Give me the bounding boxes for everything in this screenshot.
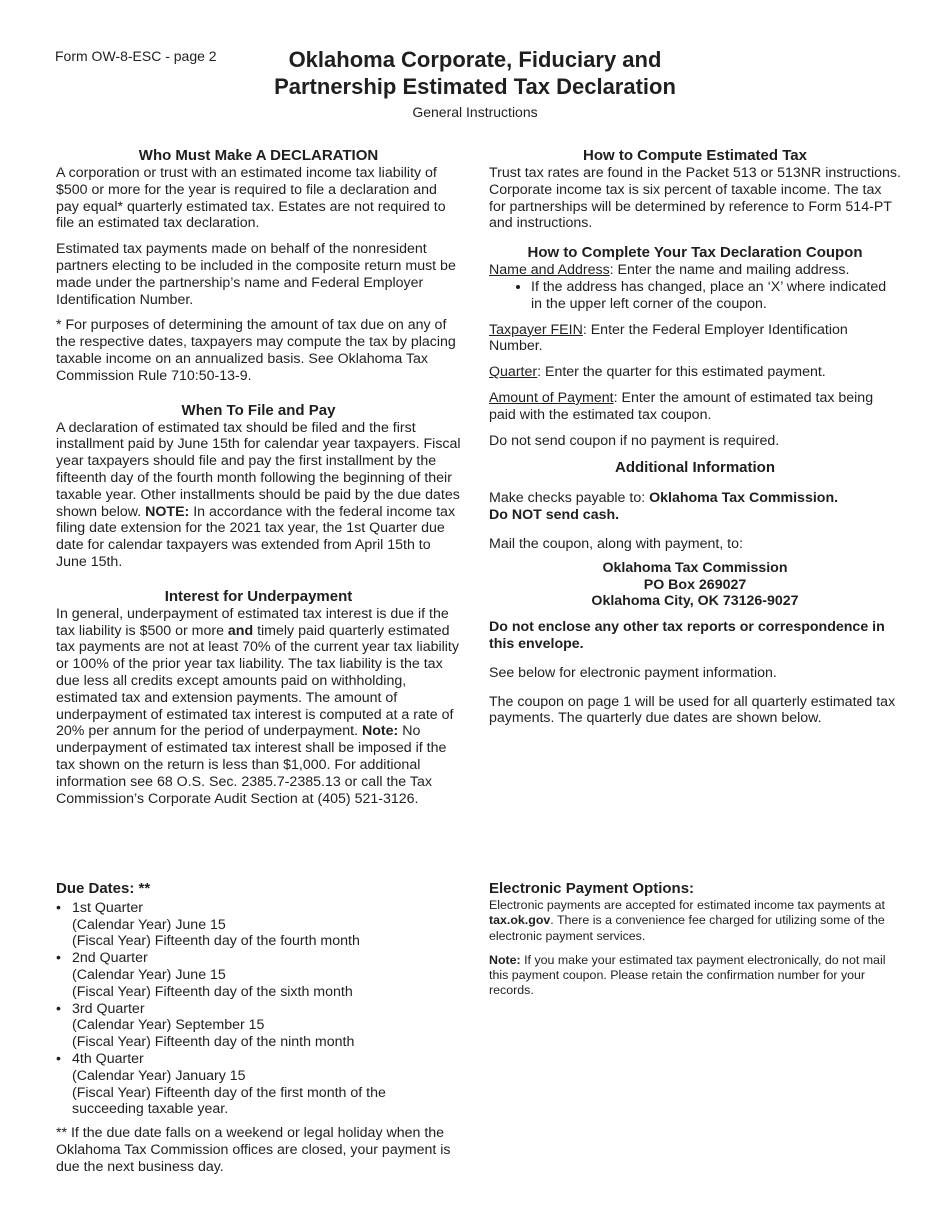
interest-heading: Interest for Underpayment bbox=[164, 587, 353, 605]
bullet-glyph: • bbox=[56, 950, 61, 967]
quarter-fiscal: (Fiscal Year) Fifteenth day of the ninth month bbox=[72, 1034, 355, 1051]
due-dates-list bbox=[56, 900, 461, 1118]
epay-note-text: If you make your estimated tax payment electronically, do not mail this payment coupon. Please retain the confirmation number for your records. bbox=[489, 952, 886, 998]
epay-heading: Electronic Payment Options: bbox=[489, 880, 695, 897]
who-must-paragraph-3: * For purposes of determining the amount of tax due on any of the respective dates, taxpayers may compute the tax by placing taxable income on an annualized basis. See Oklahoma Tax Commission Rule 710:50-13-9. bbox=[56, 317, 456, 384]
coupon-name-label: Name and Address bbox=[489, 262, 610, 279]
checks-text: Make checks payable to: bbox=[489, 490, 650, 507]
page-title bbox=[0, 46, 950, 100]
due-dates-footnote: ** If the due date falls on a weekend or legal holiday when the Oklahoma Tax Commission offices are closed, your payment is due the next business day. bbox=[56, 1125, 451, 1175]
who-must-paragraph-1: A corporation or trust with an estimated income tax liability of $500 or more for the year is required to file a declaration and pay equal* quarterly estimated tax. Estates are not required to file an estimated tax declaration. bbox=[56, 165, 446, 232]
bullet-glyph: • bbox=[56, 899, 61, 916]
mail-text: Mail the coupon, along with payment, to: bbox=[489, 535, 743, 552]
coupon-fein-label: Taxpayer FEIN bbox=[489, 321, 583, 338]
quarter-fiscal: (Fiscal Year) Fifteenth day of the first month of the succeeding taxable year. bbox=[72, 1084, 386, 1118]
due-date-item bbox=[56, 900, 461, 950]
title-line-1: Oklahoma Corporate, Fiduciary and bbox=[288, 47, 662, 72]
epay-note bbox=[489, 953, 901, 999]
see-below-text: See below for electronic payment information. bbox=[489, 664, 777, 681]
address-line-2: PO Box 269027 bbox=[643, 576, 747, 593]
interest-paragraph bbox=[56, 606, 461, 808]
quarter-calendar: (Calendar Year) June 15 bbox=[72, 916, 226, 933]
additional-section bbox=[489, 459, 901, 727]
address-line-1: Oklahoma Tax Commission bbox=[602, 559, 788, 576]
when-to-file-paragraph bbox=[56, 420, 461, 571]
when-note-label: NOTE: bbox=[145, 503, 190, 520]
right-column bbox=[489, 147, 901, 736]
quarter-fiscal: (Fiscal Year) Fifteenth day of the fourth month bbox=[72, 933, 360, 950]
coupon-note-text: The coupon on page 1 will be used for all quarterly estimated tax payments. The quarterly due dates are shown below. bbox=[489, 693, 896, 727]
who-must-section bbox=[56, 147, 461, 385]
coupon-amount-label: Amount of Payment bbox=[489, 389, 614, 406]
additional-heading: Additional Information bbox=[615, 459, 775, 477]
epay-paragraph bbox=[489, 898, 901, 944]
interest-text-c: No underpayment of estimated tax interest shall be imposed if the tax shown on the return is less than $1,000. For additional information see 68 O.S. Sec. 2385.7-2385.13 or call the Tax Commission’s Corporate Audit Section at (405) 521-3126. bbox=[56, 723, 447, 807]
coupon-name-bullet: • If the address has changed, place an ‘X’ where indicated in the upper left corner of the coupon. bbox=[531, 279, 901, 313]
quarter-calendar: (Calendar Year) June 15 bbox=[72, 966, 226, 983]
when-text-a: A declaration of estimated tax should be filed and the first installment paid by June 15th for calendar year taxpayers. Fiscal year taxpayers should file and pay the first installment by the fifteenth day of the fourth month following the beginning of their taxable year. Other installments should be paid by the due dates shown below. bbox=[56, 419, 461, 520]
coupon-quarter-label: Quarter bbox=[489, 364, 538, 381]
coupon-name-bullets bbox=[489, 279, 901, 313]
due-date-item bbox=[56, 1001, 461, 1051]
epay-text-b: . There is a convenience fee charged for utilizing some of the electronic payment services. bbox=[489, 913, 885, 943]
due-dates-section bbox=[56, 881, 461, 1185]
title-line-2: Partnership Estimated Tax Declaration bbox=[274, 74, 676, 99]
coupon-section bbox=[489, 244, 901, 449]
due-date-item bbox=[56, 1051, 461, 1118]
coupon-heading: How to Complete Your Tax Declaration Coupon bbox=[527, 244, 863, 262]
interest-text-a: In general, underpayment of estimated tax interest is due if the tax liability is $500 or more bbox=[56, 605, 449, 639]
quarter-name: 3rd Quarter bbox=[72, 1000, 145, 1017]
coupon-quarter-text: : Enter the quarter for this estimated payment. bbox=[537, 364, 826, 381]
no-cash-text: Do NOT send cash. bbox=[489, 507, 620, 524]
quarter-name: 1st Quarter bbox=[72, 899, 143, 916]
coupon-fein-text: : Enter the Federal Employer Identification Number. bbox=[489, 321, 848, 355]
epay-site[interactable]: tax.ok.gov bbox=[489, 913, 551, 928]
checks-line bbox=[489, 490, 901, 524]
who-must-heading: Who Must Make A DECLARATION bbox=[138, 147, 379, 164]
epay-text-a: Electronic payments are accepted for estimated income tax payments at bbox=[489, 898, 886, 913]
compute-section bbox=[489, 147, 901, 232]
bullet-glyph: • bbox=[56, 1050, 61, 1067]
coupon-fein-line bbox=[489, 322, 901, 356]
compute-heading: How to Compute Estimated Tax bbox=[583, 147, 807, 164]
epay-note-label: Note: bbox=[489, 952, 521, 967]
coupon-quarter-line bbox=[489, 364, 901, 381]
coupon-amount-line bbox=[489, 390, 901, 424]
interest-note-label: Note: bbox=[362, 723, 399, 740]
coupon-name-text: : Enter the name and mailing address. bbox=[609, 262, 850, 279]
left-column bbox=[56, 147, 461, 816]
interest-section bbox=[56, 588, 461, 808]
mail-address bbox=[489, 560, 901, 610]
quarter-fiscal: (Fiscal Year) Fifteenth day of the sixth month bbox=[72, 983, 353, 1000]
no-enclose-text: Do not enclose any other tax reports or correspondence in this envelope. bbox=[489, 619, 885, 652]
bullet-glyph: • bbox=[56, 1000, 61, 1017]
when-text-b: In accordance with the federal income tax filing date extension for the 2021 tax year, the 1st Quarter due date for calendar taxpayers was extended from April 15th to June 15th. bbox=[56, 503, 456, 570]
electronic-payment-section bbox=[489, 881, 901, 1007]
coupon-name-line bbox=[489, 262, 901, 279]
page-subtitle: General Instructions bbox=[412, 104, 538, 120]
coupon-amount-text: : Enter the amount of estimated tax being paid with the estimated tax coupon. bbox=[489, 389, 874, 423]
quarter-calendar: (Calendar Year) January 15 bbox=[72, 1067, 246, 1084]
compute-paragraph: Trust tax rates are found in the Packet 513 or 513NR instructions. Corporate income tax is six percent of taxable income. The tax for partnerships will be determined by reference to Form 514-PT and instructions. bbox=[489, 165, 901, 232]
form-id: Form OW-8-ESC - page 2 bbox=[55, 48, 217, 64]
who-must-paragraph-2: Estimated tax payments made on behalf of the nonresident partners electing to be included in the composite return must be made under the partnership’s name and Federal Employer Identification Number. bbox=[56, 241, 456, 308]
checks-payee: Oklahoma Tax Commission. bbox=[649, 490, 839, 507]
when-to-file-section bbox=[56, 402, 461, 571]
when-to-file-heading: When To File and Pay bbox=[181, 401, 336, 419]
address-line-3: Oklahoma City, OK 73126-9027 bbox=[591, 593, 799, 610]
interest-text-b: timely paid quarterly estimated tax payments are not at least 70% of the current year tax liability or 100% of the prior year tax liability. The tax liability is the tax due less all credits except amounts paid on withholding, estimated tax and extension payments. The amount of underpayment of estimated tax interest is computed at a rate of 20% per annum for the period of underpayment. bbox=[56, 622, 459, 740]
quarter-name: 4th Quarter bbox=[72, 1050, 144, 1067]
due-dates-heading: Due Dates: ** bbox=[56, 880, 151, 897]
due-date-item bbox=[56, 950, 461, 1000]
interest-and-label: and bbox=[227, 622, 254, 639]
coupon-no-send: Do not send coupon if no payment is required. bbox=[489, 432, 780, 449]
quarter-name: 2nd Quarter bbox=[72, 950, 148, 967]
quarter-calendar: (Calendar Year) September 15 bbox=[72, 1017, 265, 1034]
